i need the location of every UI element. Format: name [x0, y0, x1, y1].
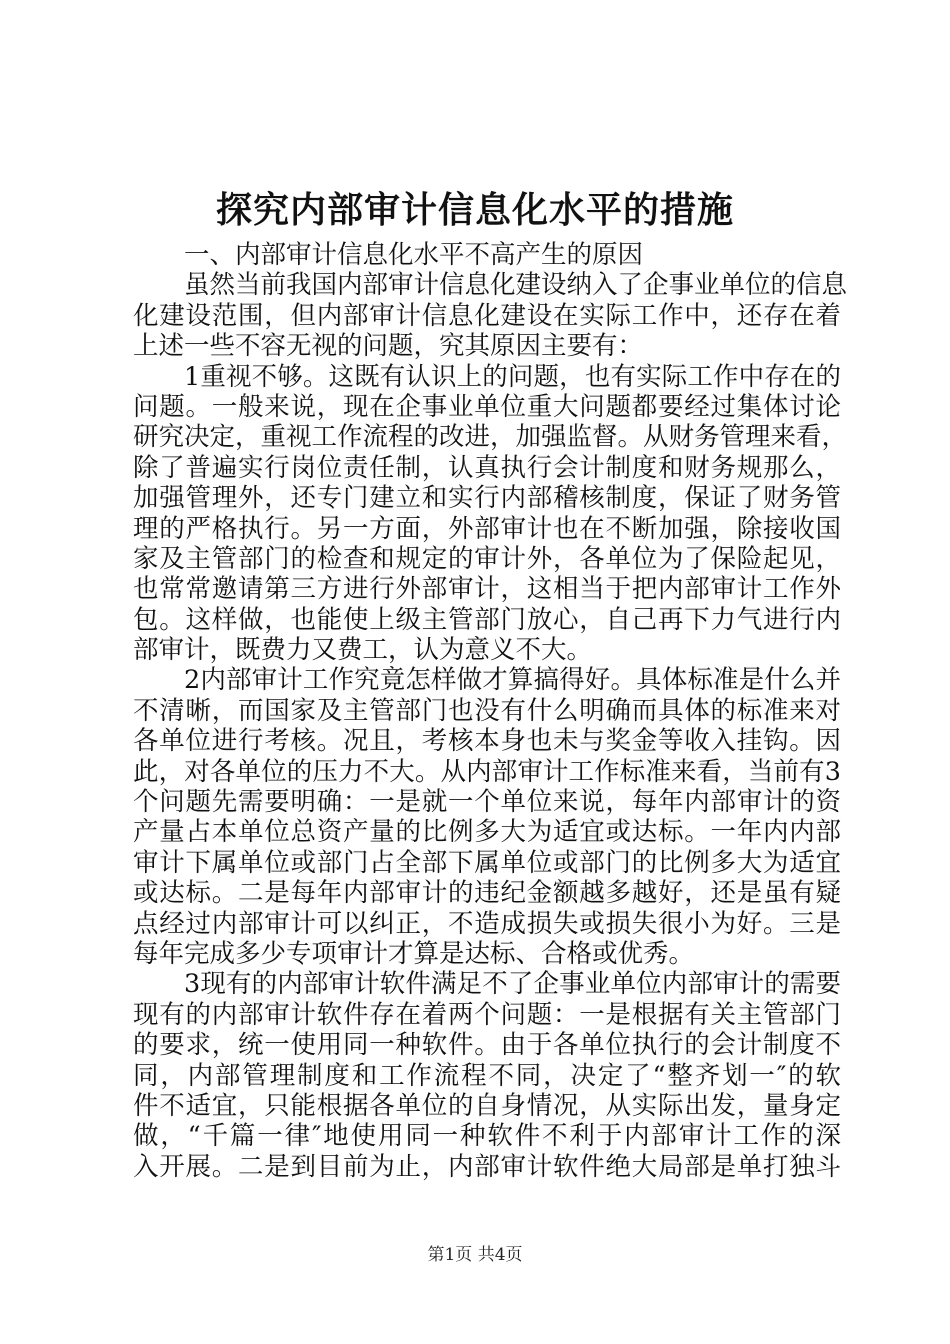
body-text-line: 化建设范围，但内部审计信息化建设在实际工作中，还存在着: [133, 300, 841, 331]
document-body: [133, 240, 848, 1182]
body-text-line: 入开展。二是到目前为止，内部审计软件绝大局部是单打独斗: [133, 1151, 841, 1182]
body-text-line: 问题。一般来说，现在企事业单位重大问题都要经过集体讨论: [133, 391, 841, 422]
body-text-line: 上述一些不容无视的问题，究其原因主要有：: [133, 331, 644, 362]
body-text-line: 个问题先需要明确：一是就一个单位来说，每年内部审计的资: [133, 787, 841, 818]
body-text-line: 加强管理外，还专门建立和实行内部稽核制度，保证了财务管: [133, 483, 841, 514]
body-text-line: 产量占本单位总资产量的比例多大为适宜或达标。一年内内部: [133, 817, 841, 848]
body-text-line: 一、内部审计信息化水平不高产生的原因: [184, 240, 644, 270]
body-text-line: 各单位进行考核。况且，考核本身也未与奖金等收入挂钩。因: [133, 726, 841, 757]
body-text-line: 1重视不够。这既有认识上的问题，也有实际工作中存在的: [184, 361, 841, 392]
body-text-line: 件不适宜，只能根据各单位的自身情况，从实际出发，量身定: [133, 1090, 841, 1121]
body-text-line: 3现有的内部审计软件满足不了企事业单位内部审计的需要: [184, 969, 841, 1000]
body-text-line: 不清晰，而国家及主管部门也没有什么明确而具体的标准来对: [133, 695, 841, 726]
body-text-line: 也常常邀请第三方进行外部审计，这相当于把内部审计工作外: [133, 574, 841, 605]
body-text-line: 的要求，统一使用同一种软件。由于各单位执行的会计制度不: [133, 1030, 841, 1061]
body-text-line: 做，“千篇一律″地使用同一种软件不利于内部审计工作的深: [133, 1121, 841, 1152]
body-text-line: 或达标。二是每年内部审计的违纪金额越多越好，还是虽有疑: [133, 878, 841, 909]
body-text-line: 现有的内部审计软件存在着两个问题：一是根据有关主管部门: [133, 999, 841, 1030]
body-text-line: 除了普遍实行岗位责任制，认真执行会计制度和财务规那么，: [133, 452, 841, 483]
body-text-line: 研究决定，重视工作流程的改进，加强监督。从财务管理来看，: [133, 422, 848, 453]
body-text-line: 家及主管部门的检查和规定的审计外，各单位为了保险起见，: [133, 543, 841, 574]
body-text-line: 部审计，既费力又费工，认为意义不大。: [133, 635, 593, 666]
document-title: 探究内部审计信息化水平的措施: [215, 189, 734, 231]
page-footer: 第1页 共4页: [427, 1245, 523, 1265]
body-text-line: 理的严格执行。另一方面，外部审计也在不断加强，除接收国: [133, 513, 841, 544]
body-text-line: 同，内部管理制度和工作流程不同，决定了“整齐划一″的软: [133, 1060, 841, 1091]
body-text-line: 审计下属单位或部门占全部下属单位或部门的比例多大为适宜: [133, 847, 841, 878]
body-text-line: 点经过内部审计可以纠正，不造成损失或损失很小为好。三是: [133, 908, 841, 939]
body-text-line: 此，对各单位的压力不大。从内部审计工作标准来看，当前有3: [133, 756, 841, 787]
body-text-line: 每年完成多少专项审计才算是达标、合格或优秀。: [133, 938, 695, 969]
body-text-line: 虽然当前我国内部审计信息化建设纳入了企事业单位的信息: [184, 270, 848, 301]
body-text-line: 包。这样做，也能使上级主管部门放心，自己再下力气进行内: [133, 604, 841, 635]
body-text-line: 2内部审计工作究竟怎样做才算搞得好。具体标准是什么并: [184, 665, 841, 696]
